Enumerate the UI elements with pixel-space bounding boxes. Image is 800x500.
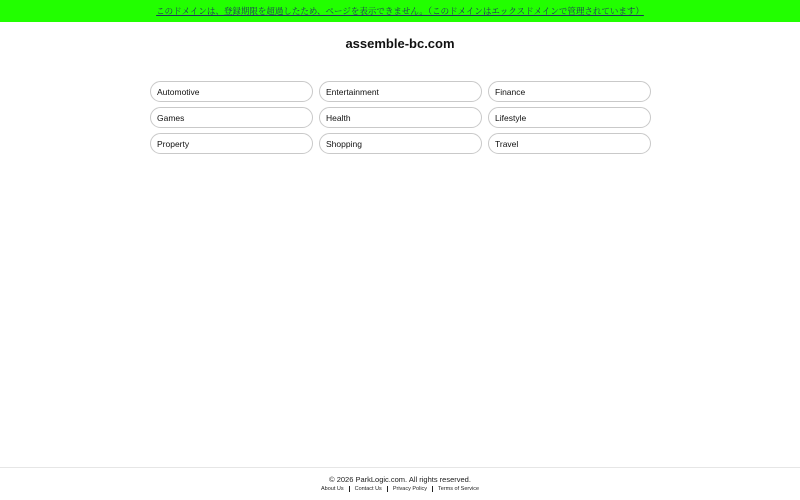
expired-domain-notice-bar	[0, 0, 800, 22]
category-travel[interactable]: Travel	[488, 133, 651, 154]
category-grid	[150, 81, 650, 154]
category-finance[interactable]: Finance	[488, 81, 651, 102]
copyright-text: © 2026 ParkLogic.com. All rights reserved.	[329, 475, 471, 484]
category-health[interactable]: Health	[319, 107, 482, 128]
footer-divider	[0, 467, 800, 468]
footer-link-privacy-policy[interactable]: Privacy Policy	[392, 486, 428, 492]
category-automotive[interactable]: Automotive	[150, 81, 313, 102]
category-property[interactable]: Property	[150, 133, 313, 154]
footer-link-contact-us[interactable]: Contact Us	[354, 486, 382, 492]
category-shopping[interactable]: Shopping	[319, 133, 482, 154]
category-entertainment[interactable]: Entertainment	[319, 81, 482, 102]
footer-links	[0, 486, 800, 492]
footer-link-about-us[interactable]: About Us	[320, 486, 344, 492]
category-games[interactable]: Games	[150, 107, 313, 128]
category-lifestyle[interactable]: Lifestyle	[488, 107, 651, 128]
footer-link-terms-of-service[interactable]: Terms of Service	[438, 486, 480, 492]
expired-domain-notice-link[interactable]: このドメインは、登録期限を超過したため、ページを表示できません。（このドメインはエックスドメインで管理されています）	[156, 7, 644, 17]
site-title: assemble-bc.com	[345, 36, 455, 51]
